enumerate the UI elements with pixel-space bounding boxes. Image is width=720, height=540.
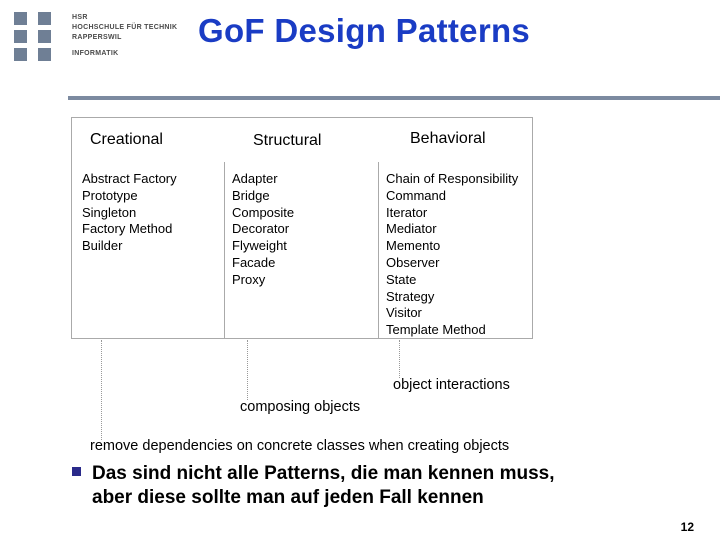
annotation-behavioral: object interactions: [393, 377, 510, 393]
pattern-item: Strategy: [386, 288, 435, 304]
creational-leader: [101, 340, 102, 440]
pattern-item: Factory Method: [82, 221, 173, 237]
pattern-item: Iterator: [386, 204, 428, 220]
pattern-item: Memento: [386, 238, 441, 254]
pattern-item: State: [386, 271, 417, 287]
pattern-item: Visitor: [386, 305, 422, 321]
logo-line: HSR: [72, 14, 88, 21]
pattern-item: Adapter: [232, 171, 278, 186]
behavioral-list: [386, 171, 518, 339]
logo-square: [14, 48, 27, 61]
creational-list: [82, 171, 177, 255]
logo-text: [72, 13, 177, 59]
pattern-item: Observer: [386, 254, 440, 270]
pattern-item: Mediator: [386, 221, 437, 237]
structural-list: [232, 171, 294, 289]
bullet-text: [92, 462, 554, 510]
column-separator: [224, 162, 225, 339]
logo-department: INFORMATIK: [72, 50, 119, 57]
annotation-structural: composing objects: [240, 399, 361, 415]
pattern-item: Decorator: [232, 221, 290, 237]
title-rule: [68, 96, 720, 100]
header-behavioral: Behavioral: [410, 130, 486, 147]
structural-leader: [247, 340, 248, 400]
header-creational: Creational: [90, 131, 163, 148]
pattern-item: Template Method: [386, 322, 486, 338]
bullet-line: Das sind nicht alle Patterns, die man kennen muss,: [92, 463, 555, 484]
column-separator: [378, 162, 379, 339]
bullet-line: aber diese sollte man auf jeden Fall kennen: [92, 487, 484, 508]
logo-line: HOCHSCHULE FÜR TECHNIK: [72, 24, 178, 31]
pattern-item: Proxy: [232, 271, 266, 287]
logo-square: [38, 12, 51, 25]
bullet-square-icon: [72, 467, 81, 476]
annotation-creational: remove dependencies on concrete classes when creating objects: [90, 438, 510, 454]
pattern-item: Abstract Factory: [82, 171, 177, 186]
pattern-item: Facade: [232, 254, 276, 270]
pattern-item: Builder: [82, 238, 123, 254]
page-number: 12: [680, 520, 694, 534]
logo-square: [38, 48, 51, 61]
pattern-item: Bridge: [232, 187, 270, 203]
behavioral-leader: [399, 340, 400, 378]
logo-square: [38, 30, 51, 43]
pattern-item: Command: [386, 187, 446, 203]
pattern-item: Singleton: [82, 204, 137, 220]
slide-title: GoF Design Patterns: [198, 12, 531, 49]
pattern-item: Prototype: [82, 187, 138, 203]
logo-square: [14, 30, 27, 43]
pattern-item: Composite: [232, 204, 295, 220]
logo-line: RAPPERSWIL: [72, 34, 122, 41]
pattern-item: Flyweight: [232, 238, 287, 254]
header-structural: Structural: [253, 132, 322, 149]
logo-square: [14, 12, 27, 25]
pattern-item: Chain of Responsibility: [386, 171, 519, 186]
